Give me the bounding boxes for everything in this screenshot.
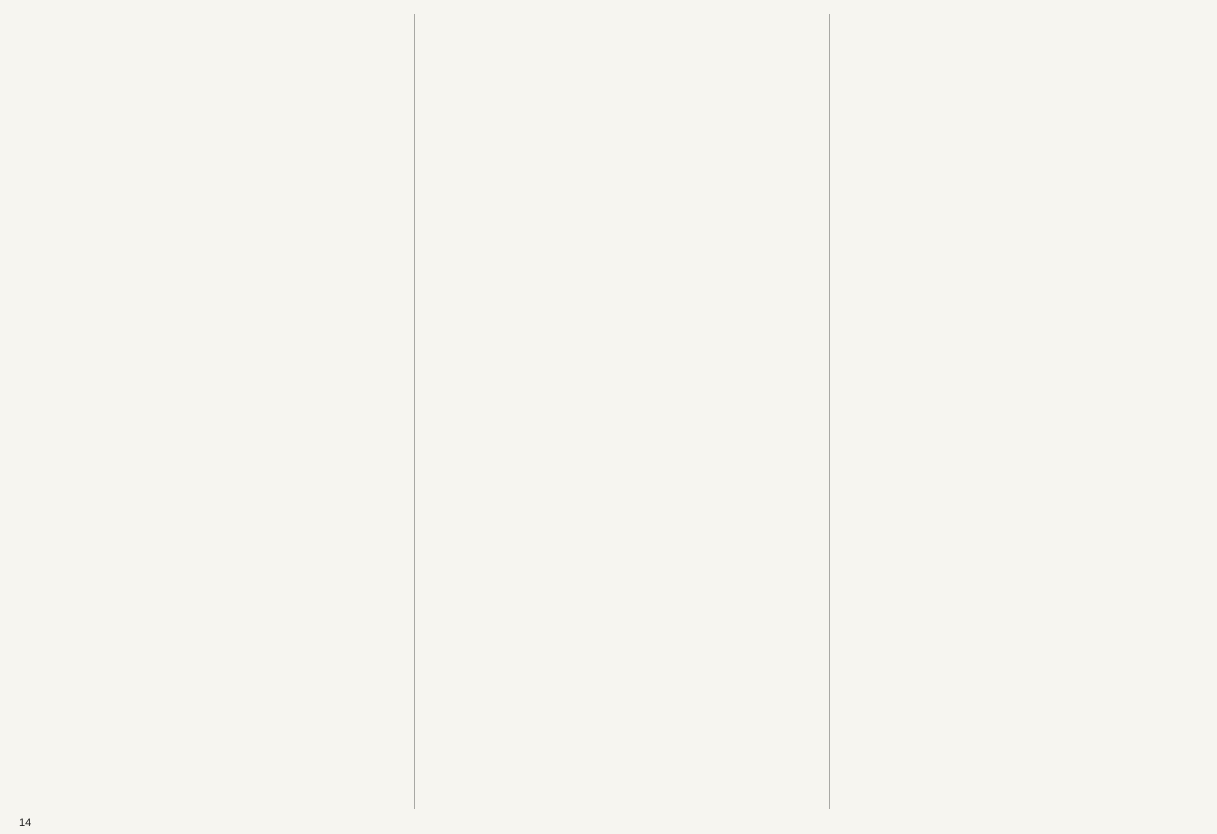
page-number: 14: [19, 817, 32, 829]
column-divider-right: [829, 14, 830, 809]
column-divider-left: [414, 14, 415, 809]
